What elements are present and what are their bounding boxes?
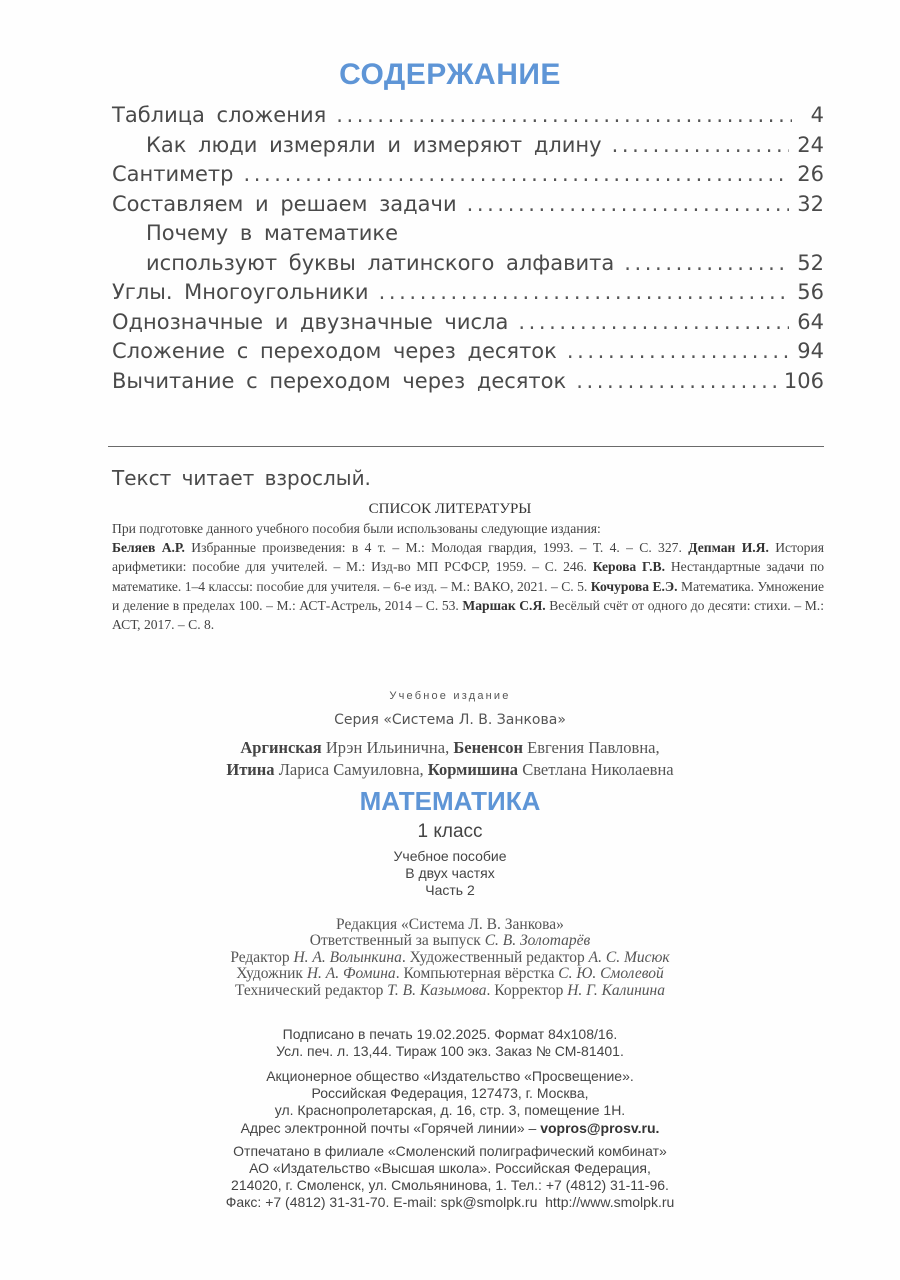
credit-role: Ответственный за выпуск [309, 932, 485, 950]
credit-role: Технический редактор [234, 981, 388, 999]
toc-leader-dots [624, 251, 789, 275]
credit-role: . Компьютерная вёрстка [395, 965, 559, 983]
authors-line-2 [0, 759, 900, 781]
bibliography-author: Беляев А.Р. [112, 540, 185, 556]
author-name: Светлана Николаевна [518, 760, 674, 779]
printer-line: 214020, г. Смоленск, ул. Смольянинова, 1. Тел.: +7 (4812) 31-11-96. [231, 1177, 669, 1193]
credit-person: С. Ю. Смолевой [558, 965, 664, 983]
credit-role: . Художественный редактор [401, 948, 589, 966]
section-divider [108, 446, 824, 447]
toc-entry [112, 369, 824, 399]
toc-leader-dots [567, 339, 789, 363]
toc-entry-page: 94 [797, 339, 824, 363]
print-info [0, 1026, 900, 1060]
toc-entry-title: Как люди измеряли и измеряют длину [146, 132, 602, 157]
series-label: Серия «Система Л. В. Занкова» [334, 712, 566, 728]
bibliography-items [112, 540, 824, 632]
toc-title: СОДЕРЖАНИЕ [339, 58, 561, 91]
printer-line: АО «Издательство «Высшая школа». Российская Федерация, [249, 1160, 651, 1176]
book-info [0, 848, 900, 899]
toc-leader-dots [612, 133, 790, 157]
hotline [0, 1120, 900, 1136]
publisher-line: ул. Краснопролетарская, д. 16, стр. 3, помещение 1Н. [274, 1102, 626, 1118]
bibliography-entry: История арифметики: пособие для учителей. – М.: Изд-во МП РСФСР, 1959. – С. 246. [112, 540, 824, 575]
toc-entry [112, 310, 824, 340]
credit-person: Н. А. Фомина [306, 965, 396, 983]
parts-count: В двух частях [405, 865, 495, 881]
subject-title: МАТЕМАТИКА [359, 786, 541, 816]
author-surname: Кормишина [427, 760, 519, 779]
toc-leader-dots [467, 192, 790, 216]
credit-line [0, 933, 900, 949]
edition-type: Учебное издание [389, 690, 511, 702]
author-name: Лариса Самуиловна, [274, 760, 428, 779]
credit-person: Т. В. Казымова [387, 981, 487, 999]
toc-leader-dots [243, 162, 789, 186]
bibliography-author: Керова Г.В. [592, 559, 666, 575]
toc-entry [112, 280, 824, 310]
bibliography-entry: Нестандартные задачи по математике. 1–4 классы: пособие для учителя. – 6-е изд. – М.: ВАКО, 2021. – С. 5. [112, 559, 825, 594]
print-line: Подписано в печать 19.02.2025. Формат 84x108/16. [282, 1026, 618, 1042]
authors-line-1 [0, 737, 900, 759]
credit-person: А. С. Мисюк [588, 948, 670, 966]
author-name: Евгения Павловна, [523, 738, 660, 757]
hotline-email: vopros@prosv.ru. [540, 1120, 660, 1136]
bibliography-author: Депман И.Я. [688, 540, 769, 556]
toc-leader-dots [576, 369, 776, 393]
author-surname: Итина [226, 760, 275, 779]
toc-entry [112, 339, 824, 369]
toc-entry-page: 52 [797, 250, 824, 275]
bibliography-entry: Избранные произведения: в 4 т. – М.: Молодая гвардия, 1993. – Т. 4. – С. 327. [184, 540, 689, 556]
bibliography-title: СПИСОК ЛИТЕРАТУРЫ [368, 501, 532, 517]
toc-leader-dots [379, 280, 790, 304]
authors [0, 737, 900, 781]
toc-entry-title: Таблица сложения [112, 103, 327, 127]
credit-person: С. В. Золотарёв [484, 932, 591, 950]
toc-entry-page: 64 [797, 309, 824, 334]
printer-line: Отпечатано в филиале «Смоленский полиграфический комбинат» [233, 1143, 667, 1159]
toc-entry [112, 251, 824, 281]
toc-entry-title: Составляем и решаем задачи [112, 191, 457, 216]
bibliography-entry: Весёлый счёт от одного до десяти: стихи. – М.: АСТ, 2017. – С. 8. [112, 597, 824, 633]
grade-label: 1 класс [417, 821, 483, 842]
bibliography-author: Маршак С.Я. [462, 597, 546, 613]
credit-role: Редактор [230, 948, 294, 966]
bibliography-intro: При подготовке данного учебного пособия были использованы следующие издания: [112, 521, 601, 536]
credit-role: . Корректор [486, 981, 568, 999]
toc-entry-page: 106 [783, 368, 824, 393]
book-type: Учебное пособие [393, 848, 507, 864]
toc-entry-page: 24 [797, 132, 824, 157]
toc-entry-title: Углы. Многоугольники [112, 280, 369, 304]
reader-note: Текст читает взрослый. [112, 466, 371, 490]
toc-leader-dots [336, 103, 792, 127]
toc-entry-title: Сложение с переходом через десяток [112, 339, 557, 363]
toc-entry-page: 56 [797, 280, 824, 304]
toc-leader-dots [518, 310, 789, 334]
credit-person: Н. А. Волынкина [293, 948, 402, 966]
bibliography-entry: Математика. Умножение и деление в пределах 100. – М.: АСТ-Астрель, 2014 – С. 53. [112, 578, 824, 613]
toc-entry [112, 103, 824, 133]
table-of-contents [112, 103, 824, 398]
toc-entry-page: 4 [810, 103, 824, 127]
credit-line [0, 966, 900, 982]
publisher-info [0, 1068, 900, 1119]
publisher-line: Российская Федерация, 127473, г. Москва, [311, 1085, 589, 1101]
print-line: Усл. печ. л. 13,44. Тираж 100 экз. Заказ № СМ-81401. [276, 1043, 624, 1059]
publisher-line: Акционерное общество «Издательство «Просвещение». [266, 1068, 634, 1084]
toc-entry [112, 192, 824, 222]
toc-entry [112, 162, 824, 192]
credit-line [0, 983, 900, 999]
bibliography-author: Кочурова Е.Э. [590, 578, 678, 594]
author-surname: Аргинская [240, 738, 322, 757]
printer-line: Факс: +7 (4812) 31-31-70. E-mail: spk@smolpk.ru http://www.smolpk.ru [225, 1194, 675, 1210]
toc-entry [112, 133, 824, 163]
credit-role: Художник [236, 965, 307, 983]
toc-entry-title: Вычитание с переходом через десяток [112, 368, 567, 393]
toc-entry [112, 221, 824, 251]
credit-person: Н. Г. Калинина [567, 981, 665, 999]
printer-info [0, 1143, 900, 1211]
toc-entry-title: Сантиметр [112, 162, 234, 186]
author-surname: Бененсон [453, 738, 523, 757]
toc-entry-title: Почему в математике [146, 221, 399, 245]
hotline-label: Адрес электронной почты «Горячей линии» – [240, 1120, 541, 1136]
toc-entry-title: используют буквы латинского алфавита [146, 250, 615, 275]
toc-entry-page: 32 [797, 191, 824, 216]
credit-role: Редакция «Система Л. В. Занкова» [336, 916, 564, 933]
author-name: Ирэн Ильинична, [321, 738, 454, 757]
editorial-credits [0, 917, 900, 999]
bibliography [112, 519, 824, 634]
toc-entry-title: Однозначные и двузначные числа [112, 309, 509, 334]
credit-line [0, 950, 900, 966]
part-number: Часть 2 [425, 882, 475, 898]
toc-entry-page: 26 [797, 162, 824, 186]
credit-line [0, 917, 900, 933]
